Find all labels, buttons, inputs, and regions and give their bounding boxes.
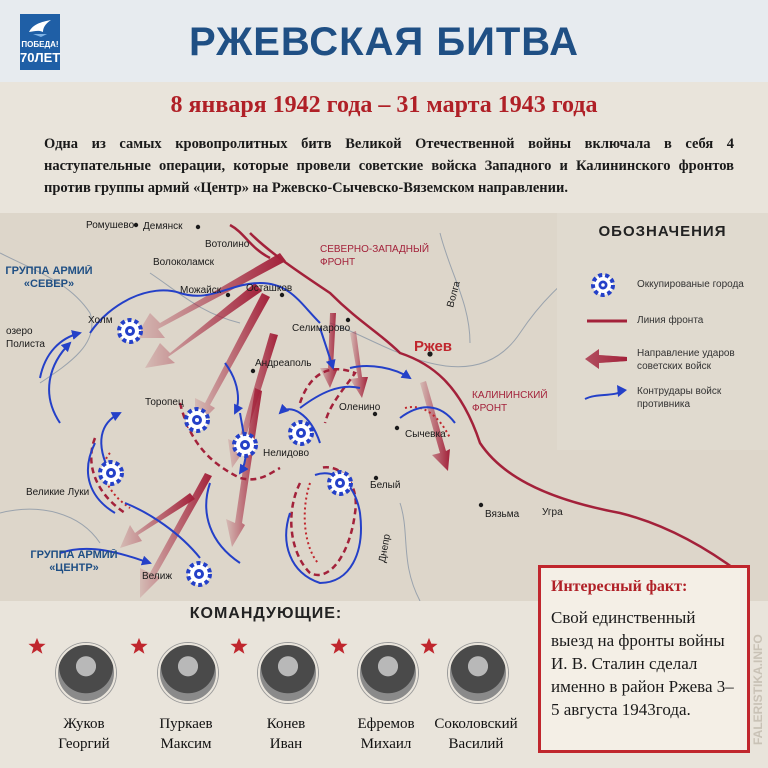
legend bbox=[557, 213, 768, 450]
label-volga: Волга bbox=[445, 280, 463, 309]
occupied-city-icon bbox=[290, 422, 312, 444]
label-velikie-luki: Великие Луки bbox=[26, 487, 90, 498]
label-ugra: Угра bbox=[542, 507, 563, 518]
label-army-north: ГРУППА АРМИЙ «СЕВЕР» bbox=[5, 265, 93, 290]
label-romushevo: Ромушево bbox=[86, 220, 135, 231]
legend-item-soviet-attack: Направление ударов советских войск bbox=[637, 348, 735, 372]
label-olenino: Оленино bbox=[339, 402, 381, 413]
label-lake-box bbox=[6, 325, 66, 355]
legend-item-enemy-counterattack: Контрудары войск противника bbox=[637, 386, 722, 410]
occupied-city-icon bbox=[234, 434, 256, 456]
watermark-text: FALERISTIKA.INFO bbox=[751, 634, 765, 745]
label-kalinin-front: КАЛИНИНСКИЙ ФРОНТ bbox=[472, 390, 548, 414]
commander-name: Максим bbox=[160, 736, 212, 752]
label-nelidovo: Нелидово bbox=[263, 448, 310, 459]
label-dnepr: Днепр bbox=[377, 533, 393, 564]
occupied-city-icon bbox=[119, 320, 141, 342]
commander-portrait bbox=[158, 643, 218, 703]
soviet-attack-arrow-icon bbox=[585, 349, 627, 369]
legend-title: ОБОЗНАЧЕНИЯ bbox=[598, 223, 727, 240]
label-toropets: Торопец bbox=[145, 397, 184, 408]
occupied-city-icon bbox=[100, 462, 122, 484]
occupied-city-icon bbox=[188, 563, 210, 585]
legend-item-front: Линия фронта bbox=[637, 315, 704, 326]
commander-surname: Пуркаев bbox=[159, 716, 213, 732]
logo-line2: 70ЛЕТ bbox=[20, 50, 61, 65]
label-kholm: Холм bbox=[88, 315, 113, 326]
label-rzhev: Ржев bbox=[414, 338, 453, 355]
label-army-center-box bbox=[14, 549, 134, 579]
fact-text: Свой единственный выезд на фронты войны И. В. Сталин сделал именно в район Ржева 3–5 августа 1943года. bbox=[551, 608, 734, 719]
red-star-icon bbox=[330, 637, 348, 655]
label-votolino: Вотолино bbox=[205, 239, 250, 250]
label-mozhaysk: Можайск bbox=[180, 285, 222, 296]
watermark bbox=[750, 560, 766, 750]
commander-surname: Ефремов bbox=[357, 716, 415, 732]
commander-name: Василий bbox=[448, 736, 504, 752]
label-sychevka: Сычевка bbox=[405, 429, 446, 440]
occupied-city-icon bbox=[593, 275, 613, 295]
label-volokolamsk: Волоколамск bbox=[153, 257, 214, 268]
label-selimarovo: Селимарово bbox=[292, 323, 351, 334]
commander-surname: Жуков bbox=[63, 716, 105, 732]
occupied-city-icon bbox=[186, 409, 208, 431]
legend-item-occupied: Оккупированые города bbox=[637, 279, 744, 290]
occupied-city-icon bbox=[329, 472, 351, 494]
label-vyazma: Вязьма bbox=[485, 509, 520, 520]
battle-dates: 8 января 1942 года – 31 марта 1943 года bbox=[170, 92, 598, 118]
commander-name: Иван bbox=[269, 736, 303, 752]
label-demyansk: Демянск bbox=[143, 221, 183, 232]
label-army-north-box bbox=[4, 265, 94, 295]
commander-surname: Соколовский bbox=[434, 716, 518, 732]
fact-box bbox=[538, 565, 750, 753]
fact-title: Интересный факт: bbox=[551, 578, 688, 595]
enemy-counterattack-arrow-icon bbox=[585, 385, 627, 399]
commander-name: Георгий bbox=[58, 736, 110, 752]
legend-symbols bbox=[557, 213, 768, 450]
commander-surname: Конев bbox=[266, 716, 306, 732]
label-bely: Белый bbox=[370, 480, 401, 491]
page-title: РЖЕВСКАЯ БИТВА bbox=[188, 20, 580, 64]
commander-portrait bbox=[358, 643, 418, 703]
commanders-title: КОМАНДУЮЩИЕ: bbox=[189, 605, 343, 622]
logo-line1: ПОБЕДА! bbox=[21, 40, 59, 49]
commander-portrait bbox=[448, 643, 508, 703]
label-nw-front: СЕВЕРНО-ЗАПАДНЫЙ ФРОНТ bbox=[320, 244, 430, 268]
commander-portrait bbox=[258, 643, 318, 703]
label-lake: озеро Полиста bbox=[6, 326, 45, 350]
red-star-icon bbox=[28, 637, 46, 655]
label-ostashkov: Осташков bbox=[246, 283, 293, 294]
commander-portrait bbox=[56, 643, 116, 703]
header bbox=[0, 0, 768, 82]
commander-name: Михаил bbox=[360, 736, 412, 752]
red-star-icon bbox=[230, 637, 248, 655]
label-army-center: ГРУППА АРМИЙ «ЦЕНТР» bbox=[30, 549, 118, 574]
label-andreapol: Андреаполь bbox=[255, 358, 312, 369]
label-nw-front-box bbox=[320, 243, 440, 273]
label-kalinin-front-box bbox=[472, 389, 552, 419]
red-star-icon bbox=[130, 637, 148, 655]
red-star-icon bbox=[420, 637, 438, 655]
intro-text: Одна из самых кровопролитных битв Великой Отечественной войны включала в себя 4 наступательные операции, которые провели советские войска Западного и Калининского фронтов против группы армий «Центр» на Ржевско-Сычевско-Вяземском направлении. bbox=[44, 136, 734, 196]
label-velizh: Велиж bbox=[142, 571, 173, 582]
